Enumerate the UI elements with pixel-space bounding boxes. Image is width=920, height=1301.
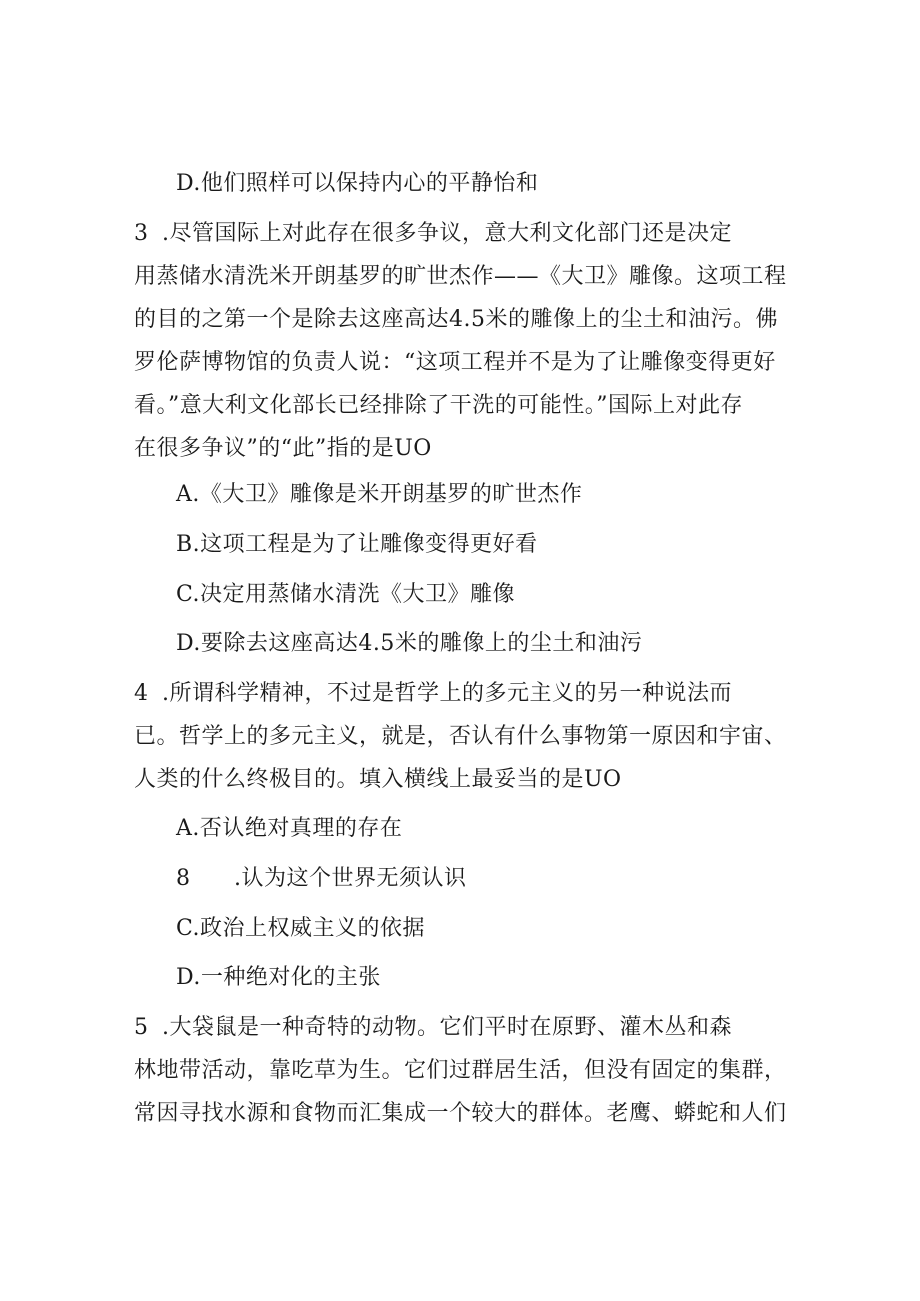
q4-line-3: 人类的什么终极目的。填入横线上最妥当的是UO — [134, 767, 622, 792]
q4-option-b-text: .认为这个世界无须认识 — [234, 866, 467, 891]
q3-text-line: .尽管国际上对此存在很多争议，意大利文化部门还是决定 — [162, 221, 732, 246]
q3-line-4: 罗伦萨博物馆的负责人说：“这项工程并不是为了让雕像变得更好 — [134, 350, 776, 375]
q4-line-2: 已。哲学上的多元主义，就是，否认有什么事物第一原因和宇宙、 — [134, 724, 787, 749]
q4-option-a: A.否认绝对真理的存在 — [176, 816, 403, 841]
q5-text-line: .大袋鼠是一种奇特的动物。它们平时在原野、灌木丛和森 — [162, 1015, 732, 1040]
q3-option-b: B.这项工程是为了让雕像变得更好看 — [176, 532, 538, 557]
q5-line-1 — [134, 1013, 732, 1043]
q3-option-a: A.《大卫》雕像是米开朗基罗的旷世杰作 — [176, 482, 583, 507]
q3-line-6: 在很多争议”的“此”指的是UO — [134, 436, 432, 461]
q5-line-3: 常因寻找水源和食物而汇集成一个较大的群体。老鹰、蟒蛇和人们 — [134, 1101, 787, 1126]
q4-option-b-number: 8 — [176, 866, 191, 891]
q3-option-d: D.要除去这座高达4.5米的雕像上的尘土和油污 — [176, 631, 643, 656]
q3-line-5: 看。”意大利文化部长已经排除了干洗的可能性。”国际上对此存 — [134, 393, 743, 418]
q4-option-b — [176, 864, 467, 894]
q4-text-line: .所谓科学精神，不过是哲学上的多元主义的另一种说法而 — [162, 681, 732, 706]
q3-line-3: 的目的之第一个是除去这座高达4.5米的雕像上的尘土和油污。佛 — [134, 307, 778, 332]
q3-number: 3 — [134, 221, 149, 246]
q3-line-2: 用蒸储水清洗米开朗基罗的旷世杰作——《大卫》雕像。这项工程 — [134, 264, 787, 289]
q5-line-2: 林地带活动，靠吃草为生。它们过群居生活，但没有固定的集群， — [134, 1058, 787, 1083]
q3-line-1 — [134, 219, 732, 249]
q4-option-c: C.政治上权威主义的依据 — [176, 916, 426, 941]
q3-option-c: C.决定用蒸储水清洗《大卫》雕像 — [176, 582, 516, 607]
q2-option-d: D.他们照样可以保持内心的平静怡和 — [176, 171, 539, 196]
q4-option-d: D.一种绝对化的主张 — [176, 965, 381, 990]
q4-line-1 — [134, 679, 732, 709]
q5-number: 5 — [134, 1015, 149, 1040]
q4-number: 4 — [134, 681, 149, 706]
